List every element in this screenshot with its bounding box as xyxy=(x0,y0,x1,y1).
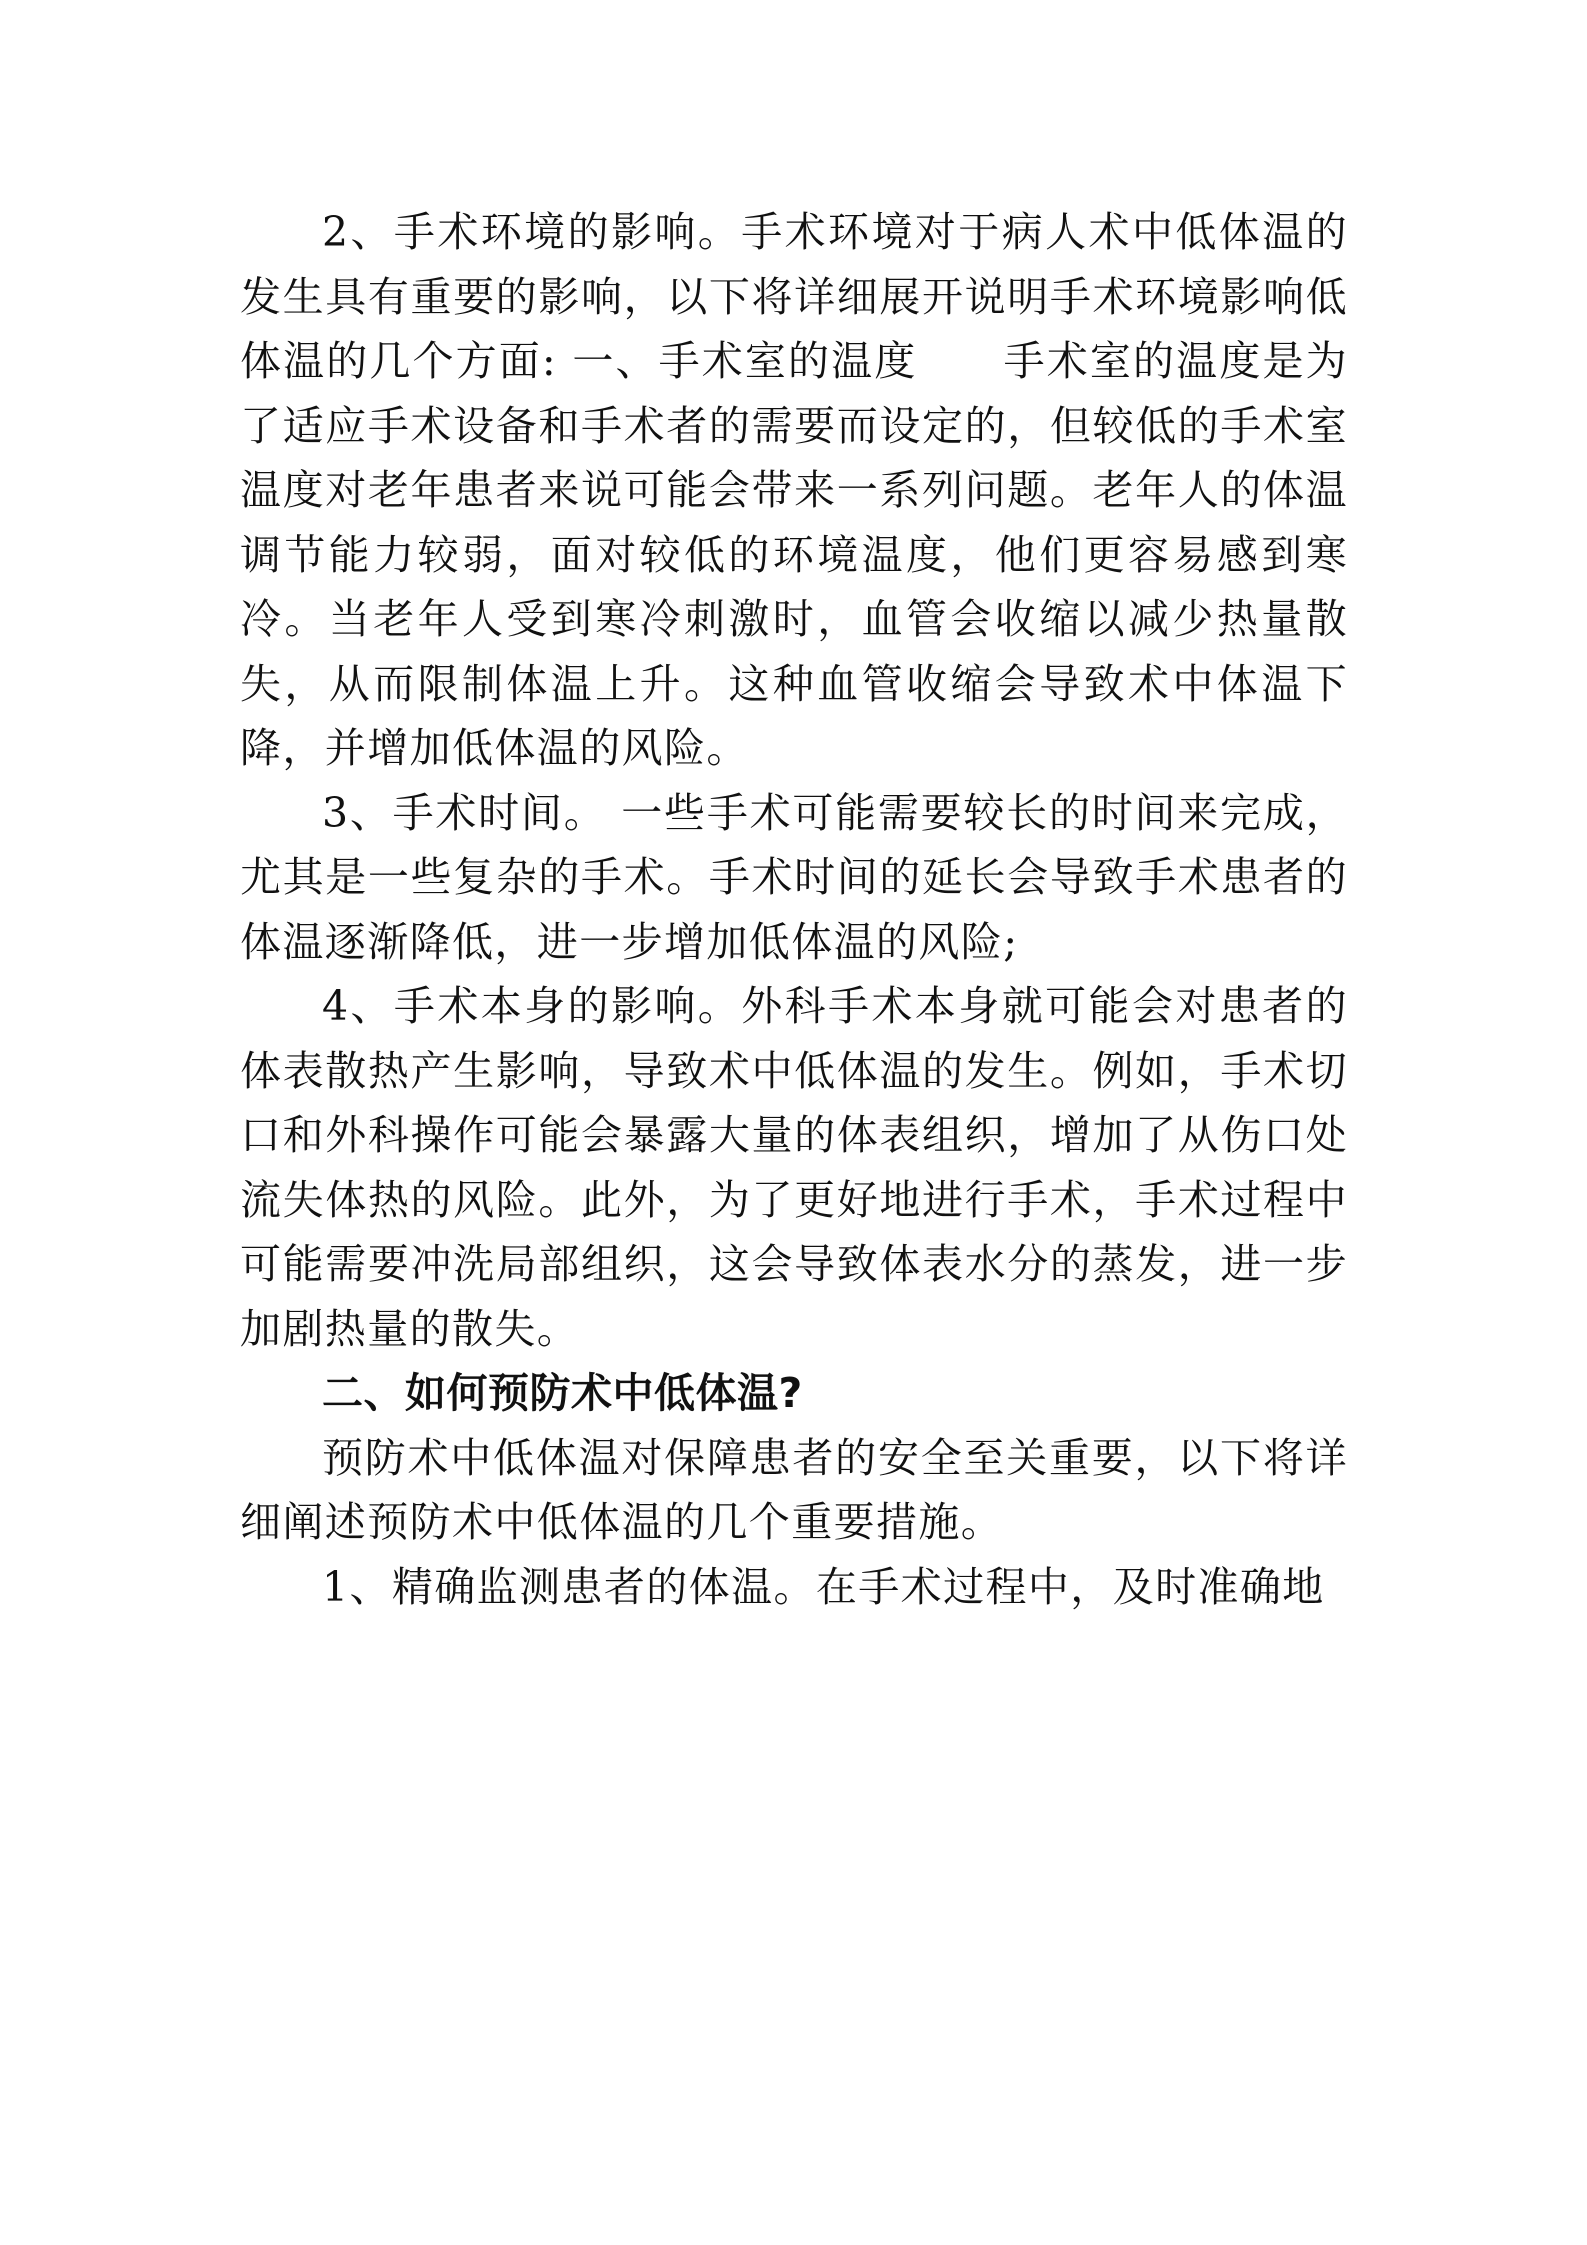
paragraph-surgery-itself: 4、手术本身的影响。外科手术本身就可能会对患者的体表散热产生影响，导致术中低体温的发生。例如，手术切口和外科操作可能会暴露大量的体表组织，增加了从伤口处流失体热的风险。此外，为了更好地进行手术，手术过程中可能需要冲洗局部组织，这会导致体表水分的蒸发，进一步加剧热量的散失。 xyxy=(240,982,1348,1353)
paragraph-prevention-intro: 预防术中低体温对保障患者的安全至关重要，以下将详细阐述预防术中低体温的几个重要措施。 xyxy=(240,1433,1348,1546)
paragraph-temperature-monitoring: 1、精确监测患者的体温。在手术过程中，及时准确地 xyxy=(322,1562,1325,1611)
paragraph-surgery-duration: 3、手术时间。 一些手术可能需要较长的时间来完成，尤其是一些复杂的手术。手术时间的延长会导致手术患者的体温逐渐降低，进一步增加低体温的风险; xyxy=(240,788,1348,966)
paragraph-surgical-environment: 2、手术环境的影响。手术环境对于病人术中低体温的发生具有重要的影响，以下将详细展开说明手术环境影响低体温的几个方面: 一、手术室的温度 手术室的温度是为了适应手术设备和手术者的需要而设定的，但较低的手术室温度对老年患者来说可能会带来一系列问题。老年人的体温调节能力较弱，面对较低的环境温度，他们更容易感到寒冷。当老年人受到寒冷刺激时，血管会收缩以减少热量散失，从而限制体温上升。这种血管收缩会导致术中体温下降，并增加低体温的风险。 xyxy=(240,208,1348,772)
section-heading-prevention: 二、如何预防术中低体温? xyxy=(322,1369,803,1417)
document-body xyxy=(240,200,1348,1619)
